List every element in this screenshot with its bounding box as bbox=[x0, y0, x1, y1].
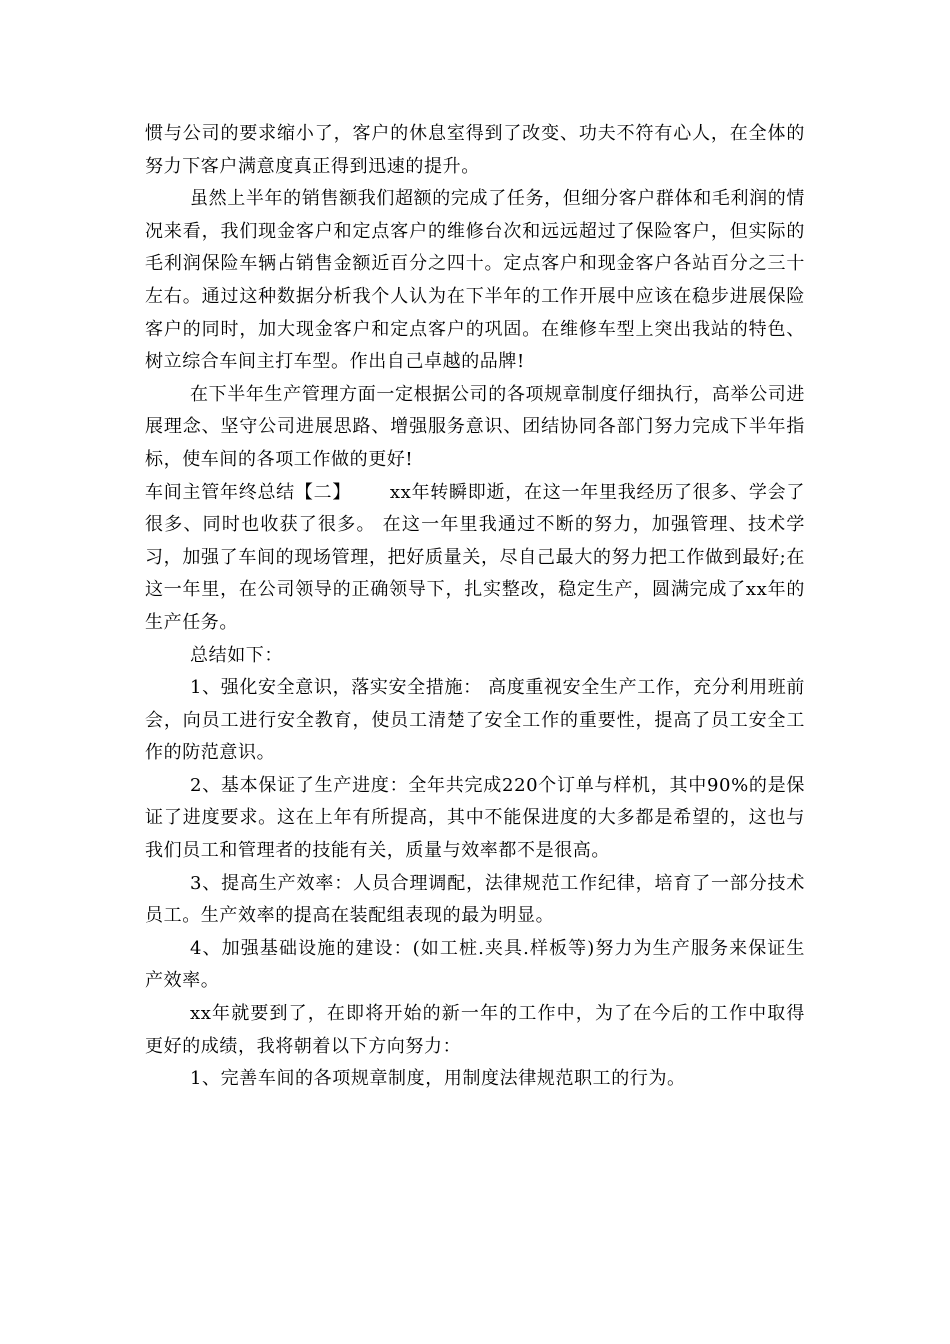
paragraph-sales-analysis: 虽然上半年的销售额我们超额的完成了任务，但细分客户群体和毛利润的情况来看，我们现金客户和定点客户的维修台次和远远超过了保险客户，但实际的毛利润保险车辆占销售金额近百分之四十。定点客户和现金客户各站百分之三十左右。通过这种数据分析我个人认为在下半年的工作开展中应该在稳步进展保险客户的同时，加大现金客户和定点客户的巩固。在维修车型上突出我站的特色、树立综合车间主打车型。作出自己卓越的品牌! bbox=[145, 188, 805, 373]
list-item-production-progress: 2、基本保证了生产进度：全年共完成220个订单与样机，其中90%的是保证了进度要求。这在上年有所提高，其中不能保进度的大多都是希望的，这也与我们员工和管理者的技能有关，质量与效率都不是很高。 bbox=[145, 774, 805, 862]
list-item-regulations: 1、完善车间的各项规章制度，用制度法律规范职工的行为。 bbox=[190, 1068, 686, 1090]
paragraph-year-end-summary-two: 车间主管年终总结【二】 xx年转瞬即逝，在这一年里我经历了很多、学会了很多、同时也收获了很多。 在这一年里我通过不断的努力，加强管理、技术学习，加强了车间的现场管理，把好质量关，尽自己最大的努力把工作做到最好;在这一年里，在公司领导的正确领导下，扎实整改，稳定生产，圆满完成了xx年的生产任务。 bbox=[145, 481, 805, 633]
paragraph-summary-intro: 总结如下： bbox=[190, 644, 283, 666]
paragraph-customer-satisfaction: 惯与公司的要求缩小了，客户的休息室得到了改变、功夫不符有心人，在全体的努力下客户满意度真正得到迅速的提升。 bbox=[145, 123, 805, 177]
paragraph-next-year-goals: xx年就要到了，在即将开始的新一年的工作中，为了在今后的工作中取得更好的成绩，我将朝着以下方向努力： bbox=[145, 1003, 805, 1057]
document-page bbox=[145, 118, 805, 1096]
list-item-safety: 1、强化安全意识，落实安全措施： 高度重视安全生产工作，充分利用班前会，向员工进行安全教育，使员工清楚了安全工作的重要性，提高了员工安全工作的防范意识。 bbox=[145, 677, 805, 764]
list-item-infrastructure: 4、加强基础设施的建设：(如工桩.夹具.样板等)努力为生产服务来保证生产效率。 bbox=[145, 937, 805, 992]
list-item-efficiency: 3、提高生产效率：人员合理调配，法律规范工作纪律，培育了一部分技术员工。生产效率的提高在装配组表现的最为明显。 bbox=[145, 872, 805, 927]
paragraph-second-half-plan: 在下半年生产管理方面一定根据公司的各项规章制度仔细执行，高举公司进展理念、坚守公司进展思路、增强服务意识、团结协同各部门努力完成下半年指标，使车间的各项工作做的更好! bbox=[145, 383, 805, 470]
